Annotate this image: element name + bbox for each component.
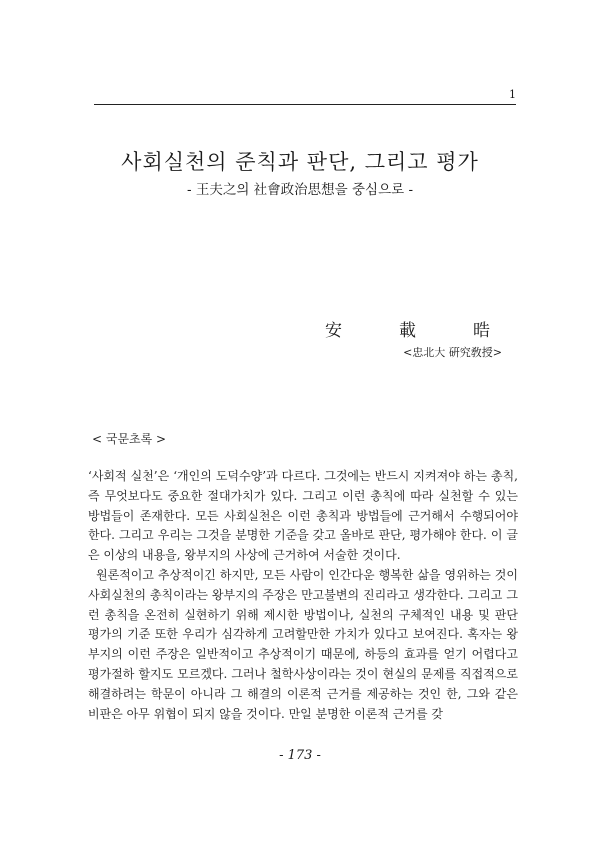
abstract-body <box>88 467 518 724</box>
author-affiliation: <忠北大 硏究敎授> <box>403 346 502 359</box>
abstract-paragraph-2: 원론적이고 추상적이긴 하지만, 모든 사람이 인간다운 행복한 삶을 영위하는 것이 사회실천의 총칙이라는 왕부지의 주장은 만고불변의 진리라고 생각한다. 그리고 그런 총칙을 온전히 실현하기 위해 제시한 방법이나, 실천의 구체적인 내용 및 판단 평가의 기준 또한 우리가 심각하게 고려할만한 가치가 있다고 보여진다. 혹자는 왕부지의 이런 주장은 일반적이고 추상적이기 때문에, 하등의 효과를 얻기 어렵다고 평가절하 할지도 모르겠다. 그러나 철학사상이라는 것이 현실의 문제를 직접적으로 해결하려는 학문이 아니라 그 해결의 이론적 근거를 제공하는 것인 한, 그와 같은 비판은 아무 위협이 되지 않을 것이다. 만일 분명한 이론적 근거를 갖 <box>88 567 518 721</box>
article-title: 사회실천의 준칙과 판단, 그리고 평가 <box>121 150 479 174</box>
header-rule <box>94 104 516 105</box>
abstract-label: < 국문초록 > <box>92 432 167 446</box>
article-subtitle: - 王夫之의 社會政治思想을 중심으로 - <box>186 182 414 198</box>
author-name: 安 載 晧 <box>325 321 510 341</box>
header-page-number: 1 <box>509 88 516 101</box>
abstract-paragraph-1: ‘사회적 실천’은 ‘개인의 도덕수양’과 다르다. 그것에는 반드시 지켜져야 하는 총칙, 즉 무엇보다도 중요한 절대가치가 있다. 그리고 이런 총칙에 따라 실천할 수 있는 방법들이 존재한다. 모든 사회실천은 이런 총칙과 방법들에 근거해서 수행되어야 한다. 그리고 우리는 그것을 분명한 기준을 갖고 올바로 판단, 평가해야 한다. 이 글은 이상의 내용을, 왕부지의 사상에 근거하여 서술한 것이다. <box>88 469 518 563</box>
footer-page-number: - 173 - <box>279 748 321 763</box>
